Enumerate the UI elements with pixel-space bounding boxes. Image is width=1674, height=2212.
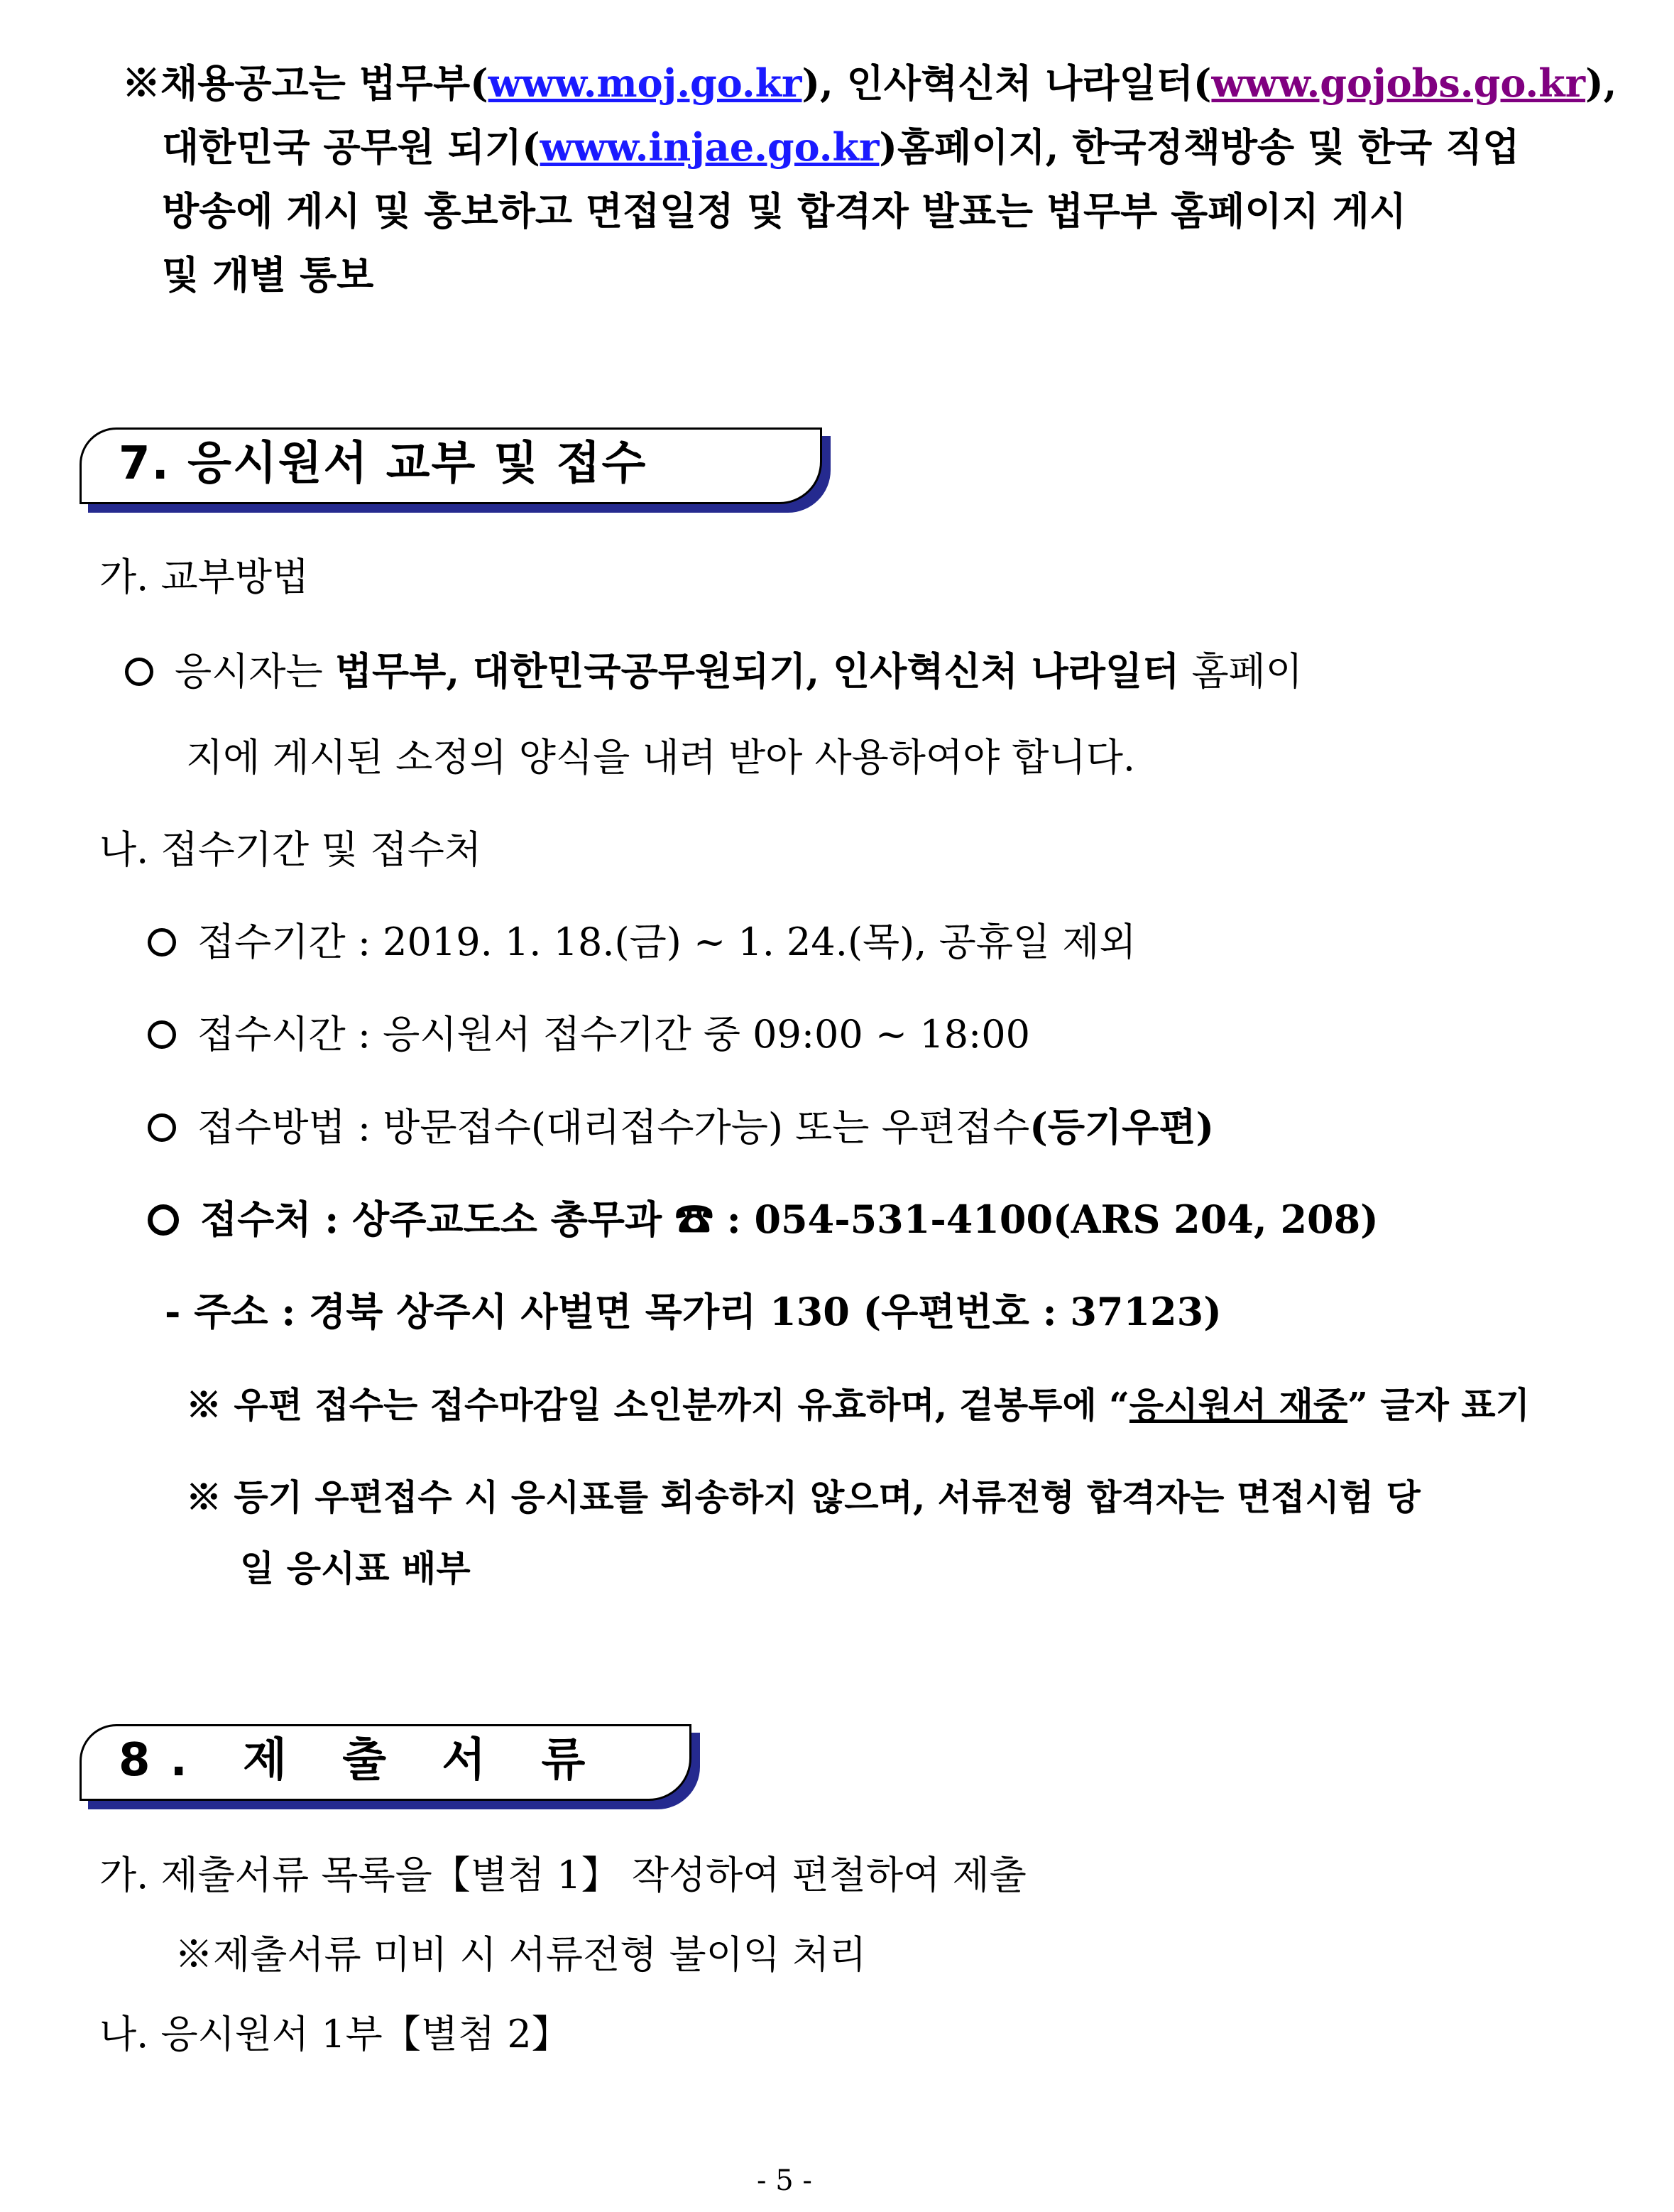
postal-note	[186, 1380, 1530, 1430]
period-item	[148, 917, 1137, 967]
distribution-text-1: 응시자는	[175, 649, 335, 694]
section-7-title: 7. 응시원서 교부 및 접수	[119, 437, 647, 490]
notice-line2-b: )홈페이지, 한국정책방송 및 한국 직업	[879, 124, 1520, 170]
method-item	[148, 1102, 1214, 1153]
method-registered: (등기우편)	[1029, 1104, 1215, 1150]
circle-bullet-icon	[148, 1020, 176, 1049]
notice-prefix: ※채용공고는 법무부(	[122, 60, 488, 106]
postal-note-b: ” 글자 표기	[1347, 1384, 1530, 1426]
time-item	[148, 1010, 1030, 1059]
injae-link[interactable]: www.injae.go.kr	[540, 124, 880, 170]
distribution-text-2: 홈페이	[1179, 649, 1303, 694]
circle-bullet-icon	[148, 1113, 176, 1142]
method-text: 접수방법 : 방문접수(대리접수가능) 또는 우편접수	[197, 1105, 1030, 1150]
section-8-title: 8. 제 출 서 류	[119, 1734, 606, 1787]
section-8-ga-line: 가. 제출서류 목록을【별첨 1】 작성하여 편철하여 제출	[99, 1853, 1027, 1897]
distribution-item	[125, 646, 1303, 697]
registered-note-1: ※ 등기 우편접수 시 응시표를 회송하지 않으며, 서류전형 합격자는 면접시험 당	[186, 1476, 1421, 1518]
postal-note-a: ※ 우편 접수는 접수마감일 소인분까지 유효하며, 겉봉투에 “	[186, 1384, 1129, 1426]
circle-bullet-icon	[148, 1204, 179, 1236]
address-item: - 주소 : 경북 상주시 사벌면 목가리 130 (우편번호 : 37123)	[165, 1289, 1222, 1334]
section-8-header	[80, 1724, 691, 1801]
notice-line-3: 방송에 게시 및 홍보하고 면접일정 및 합격자 발표는 법무부 홈페이지 게시	[162, 188, 1406, 234]
section-7-ga-label: 가. 교부방법	[99, 555, 310, 599]
gojobs-link[interactable]: www.gojobs.go.kr	[1211, 60, 1586, 106]
place-text: 접수처 : 상주교도소 총무과 ☎ : 054-531-4100(ARS 204, 208)	[200, 1197, 1379, 1242]
postal-note-underlined: 응시원서 재중	[1129, 1384, 1348, 1426]
section-7-header	[80, 427, 822, 504]
distribution-sites: 법무부, 대한민국공무원되기, 인사혁신처 나라일터	[334, 648, 1180, 694]
distribution-line-2: 지에 게시된 소정의 양식을 내려 받아 사용하여야 합니다.	[186, 735, 1136, 780]
circle-bullet-icon	[148, 928, 176, 957]
circle-bullet-icon	[125, 658, 153, 686]
moj-link[interactable]: www.moj.go.kr	[488, 60, 802, 106]
period-text: 접수기간 : 2019. 1. 18.(금) ~ 1. 24.(목), 공휴일 제외	[197, 920, 1137, 964]
page-number: - 5 -	[757, 2164, 812, 2197]
place-item	[148, 1194, 1379, 1244]
notice-line-1	[122, 58, 1616, 108]
time-text: 접수시간 : 응시원서 접수기간 중 09:00 ~ 18:00	[197, 1012, 1030, 1057]
section-7-na-label: 나. 접수기간 및 접수처	[99, 827, 482, 872]
notice-line-4: 및 개별 통보	[162, 252, 374, 298]
notice-mid2: ),	[1585, 60, 1617, 106]
notice-line-2	[162, 122, 1519, 172]
notice-line2-a: 대한민국 공무원 되기(	[162, 124, 540, 170]
section-8-ga-note: ※제출서류 미비 시 서류전형 불이익 처리	[175, 1932, 867, 1977]
registered-note-2: 일 응시표 배부	[240, 1547, 471, 1589]
notice-mid1: ), 인사혁신처 나라일터(	[802, 60, 1212, 106]
section-8-na-line: 나. 응시원서 1부【별첨 2】	[99, 2012, 570, 2056]
